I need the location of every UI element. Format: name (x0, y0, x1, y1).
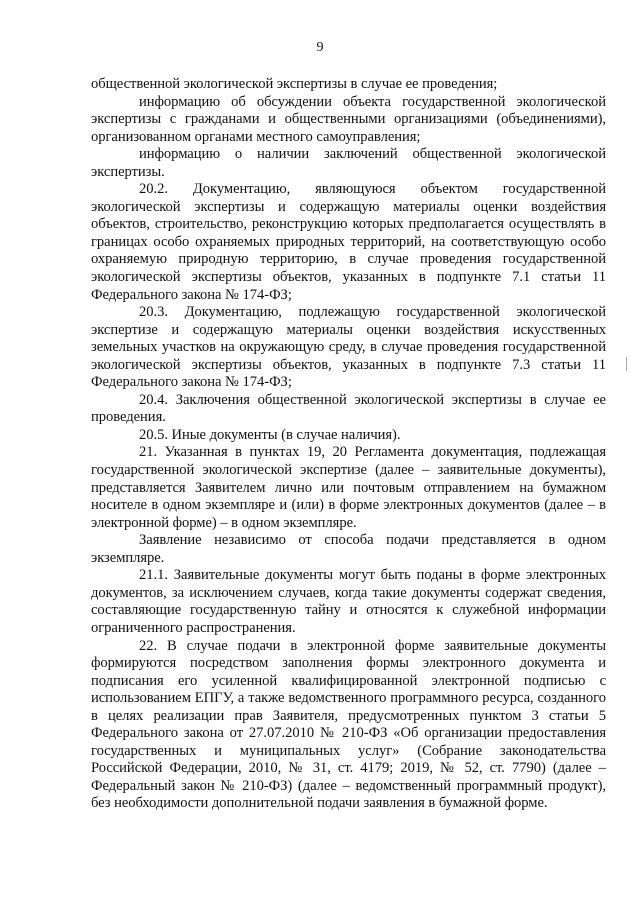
document-body (91, 76, 606, 813)
paragraph-3: информацию о наличии заключений общественной экологической экспертизы. (91, 146, 606, 180)
paragraph-20-4: 20.4. Заключения общественной экологической экспертизы в случае ее проведения. (91, 391, 606, 426)
paragraph-1: общественной экологической экспертизы в случае ее проведения; (91, 76, 498, 92)
paragraph-21-statement: Заявление независимо от способа подачи представляется в одном экземпляре. (91, 532, 606, 566)
paragraph-20-5: 20.5. Иные документы (в случае наличия). (139, 426, 401, 443)
scan-margin-mark (626, 357, 631, 371)
paragraph-2: информацию об обсуждении объекта государственной экологической экспертизы с гражданами и общественными организациями (объединениями), организованном органами местного самоуправления; (91, 93, 606, 145)
page-number: 9 (316, 40, 324, 55)
paragraph-20-3: 20.3. Документацию, подлежащую государственной экологической экспертизе и содержащую материалы оценки воздействия искусственных земельных участков на окружающую среду, в случае проведения государственной экологической экспертизы объектов, указанных в подпункте 7.3 статьи 11 Федерального закона № 174-ФЗ; (91, 304, 606, 391)
paragraph-20-2: 20.2. Документацию, являющуюся объектом государственной экологической экспертизы и содержащую материалы оценки воздействия объектов, строительство, реконструкцию которых предполагается осуществлять в границах особо охраняемых природных территорий, на соответствующую особо охраняемую природную территорию, в случае проведения государственной экологической экспертизы объектов, указанных в подпункте 7.1 статьи 11 Федерального закона № 174-ФЗ; (91, 181, 606, 303)
paragraph-21-1: 21.1. Заявительные документы могут быть поданы в форме электронных документов, за исключением случаев, когда такие документы содержат сведения, составляющие государственную тайну и относятся к служебной информации ограниченного распространения. (91, 567, 606, 636)
paragraph-21: 21. Указанная в пунктах 19, 20 Регламента документация, подлежащая государственной экологической экспертизе (далее – заявительные документы), представляется Заявителем лично или почтовым отправлением на бумажном носителе в одном экземпляре и (или) в форме электронных документов (далее – в электронной форме) – в одном экземпляре. (91, 444, 606, 531)
paragraph-22: 22. В случае подачи в электронной форме заявительные документы формируются посредством заполнения формы электронного документа и подписания его усиленной квалифицированной электронной подписью с использованием ЕПГУ, а также ведомственного программного ресурса, созданного в целях реализации прав Заявителя, предусмотренных пунктом 3 статьи 5 Федерального закона от 27.07.2010 № 210-ФЗ «Об организации предоставления государственных и муниципальных услуг» (Собрание законодательства Российской Федерации, 2010, № 31, ст. 4179; 2019, № 52, ст. 7790) (далее – Федеральный закон № 210-ФЗ) (далее – ведомственный программный продукт), без необходимости дополнительной подачи заявления в бумажной форме. (91, 637, 606, 812)
